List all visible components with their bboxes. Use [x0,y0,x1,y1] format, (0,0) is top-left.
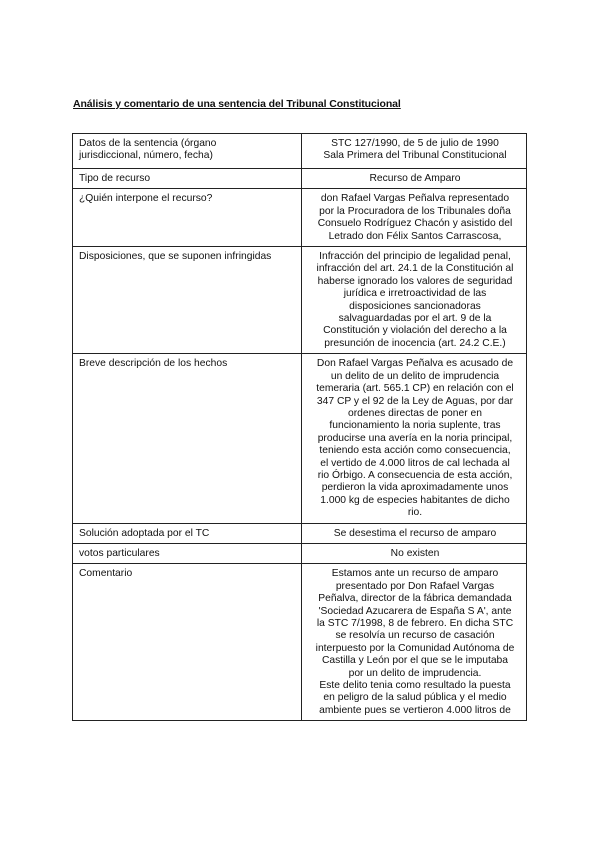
row-label-cell [73,543,302,563]
value-line: un delito de un delito de imprudencia [330,370,500,382]
row-label-cell [73,247,302,354]
value-line: Estamos ante un recurso de amparo [331,568,499,580]
row-value-cell [302,134,527,169]
value-line: rio Órbigo. A consecuencia de esta acción, [317,469,513,481]
row-datos-sentencia [73,134,527,169]
value-line: haberse ignorado los valores de seguridad [317,275,513,287]
value-line: la STC 7/1998, 8 de febrero. En dicha STC [316,618,514,629]
sentence-analysis-table [72,133,527,721]
row-tipo-recurso [73,169,527,189]
value-line: 'Sociedad Azucarera de España S A', ante [318,605,512,617]
row-label-cell [73,134,302,169]
value-line: temeraria (art. 565.1 CP) en relación con el [316,383,514,395]
value-line: 1.000 kg de especies habitantes de dicho [320,494,510,506]
value-line: STC 127/1990, de 5 de julio de 1990 [331,138,499,149]
row-label-cell [73,523,302,543]
value-line: Recurso de Amparo [369,173,461,184]
value-line: infracción del art. 24.1 de la Constitución al [316,263,514,275]
value-line: teniendo esta acción como consecuencia, [319,445,511,457]
value-line: Se desestima el recurso de amparo [333,527,497,539]
row-label-cell [73,169,302,189]
value-line: Don Rafael Vargas Peñalva es acusado de [316,358,514,370]
value-line: Peñalva, director de la fábrica demandada [318,593,512,605]
label-line: Comentario [79,568,133,580]
value-line: Constitución y violación del derecho a la [323,325,507,337]
value-line: jurídica e irretroactividad de las [343,288,487,300]
value-line: Consuelo Rodríguez Chacón y asistido del [317,218,513,230]
value-line: ambiente pues se vertieron 4.000 litros de [319,704,511,716]
value-line: Letrado don Félix Santos Carrascosa, [328,230,502,242]
row-votos-particulares [73,543,527,563]
label-line: ¿Quién interpone el recurso? [79,193,213,205]
value-line: ordenes directas de poner en [348,407,482,419]
row-value-cell [302,189,527,247]
value-line: por un delito de imprudencia. [348,667,482,679]
row-comentario [73,564,527,721]
value-line: perdieron la vida aproximadamente unos [321,482,509,494]
value-line: interpuesto por la Comunidad Autónoma de [315,642,515,654]
value-line: disposiciones sancionadoras [349,300,481,312]
row-value-cell [302,354,527,523]
row-value-cell [302,564,527,721]
value-line: presentado por Don Rafael Vargas [335,580,495,592]
row-solucion [73,523,527,543]
label-line: jurisdiccional, número, fecha) [79,150,213,162]
value-line: Castilla y León por el que se le imputaba [321,655,509,667]
value-line: 347 CP y el 92 de la Ley de Aguas, por dar [316,395,514,407]
row-label-cell [73,354,302,523]
label-line: Solución adoptada por el TC [79,527,210,539]
value-line: Infracción del principio de legalidad penal, [319,251,511,263]
value-line: No existen [390,547,440,559]
value-line: salvaguardadas por el art. 9 de la [338,313,492,325]
value-line: por la Procuradora de los Tribunales doña [319,205,511,217]
row-disposiciones [73,247,527,354]
row-label-cell [73,564,302,721]
value-line: Este delito tenia como resultado la puesta [319,680,511,692]
value-line: producirse una avería en la noria principal, [317,432,513,444]
value-line: Sala Primera del Tribunal Constitucional [323,150,507,162]
value-line: don Rafael Vargas Peñalva representado [320,193,510,205]
row-value-cell [302,247,527,354]
label-line: Tipo de recurso [79,173,151,184]
value-line: funcionamiento la noria suplente, tras [329,420,501,432]
row-label-cell [73,189,302,247]
row-value-cell [302,523,527,543]
row-value-cell [302,543,527,563]
row-value-cell [302,169,527,189]
label-line: Disposiciones, que se suponen infringidas [79,251,272,263]
value-line: en peligro de la salud pública y el medio [323,692,507,704]
label-line: votos particulares [79,547,160,559]
value-line: presunción de inocencia (art. 24.2 C.E.) [324,337,506,349]
label-line: Datos de la sentencia (órgano [79,138,217,149]
table-body [73,134,527,721]
row-quien-interpone [73,189,527,247]
document-title: Análisis y comentario de una sentencia del Tribunal Constitucional [73,98,401,110]
value-line: el vertido de 4.000 litros de cal lechada al [320,457,510,469]
row-descripcion-hechos [73,354,527,523]
value-line: rio. [407,507,423,519]
value-line: se resolvía un recurso de casación [335,630,495,642]
label-line: Breve descripción de los hechos [79,358,228,370]
